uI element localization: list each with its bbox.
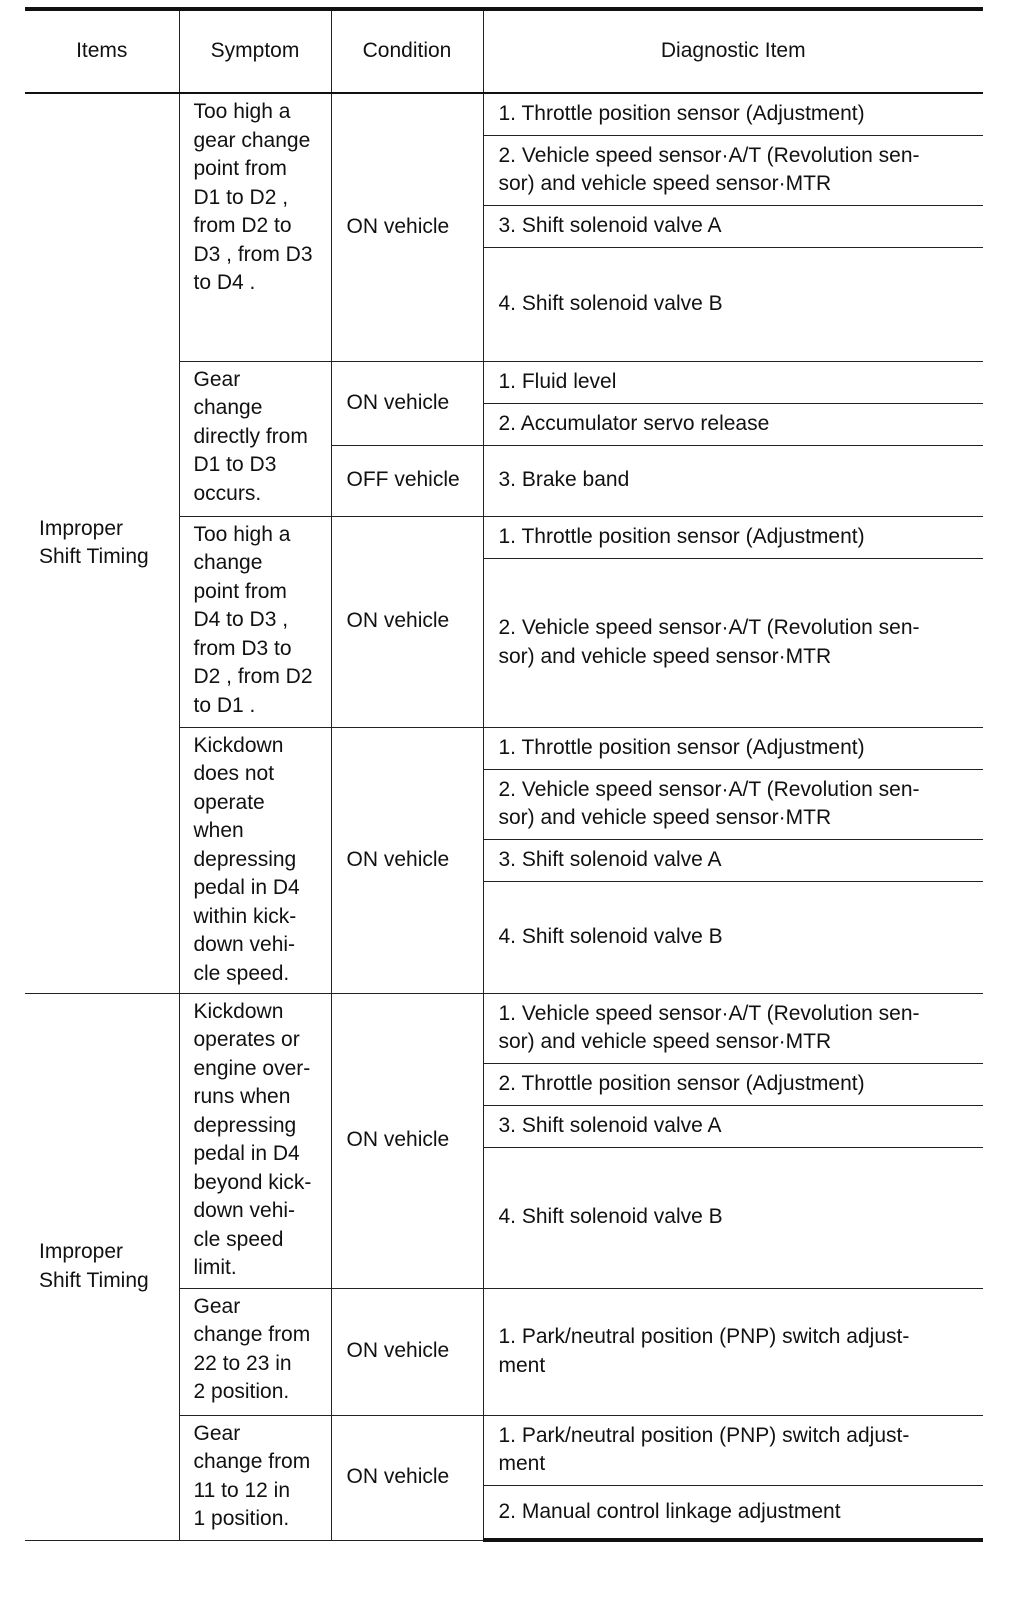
diagnostic-item-cell: 2. Vehicle speed sensor·A/T (Revolution sen- sor) and vehicle speed sensor·MTR: [483, 558, 983, 727]
header-items: Items: [25, 9, 179, 93]
diagnostic-item-cell: 3. Brake band: [483, 445, 983, 516]
diagnostic-item-cell: 1. Park/neutral position (PNP) switch adjust- ment: [483, 1415, 983, 1485]
diagnostic-item-cell: 4. Shift solenoid valve B: [483, 1147, 983, 1288]
symptom-cell: Kickdown operates or engine over- runs when depressing pedal in D4 beyond kick- down vehi- cle speed limit.: [179, 993, 331, 1288]
condition-cell: ON vehicle: [331, 516, 483, 727]
diagnostic-table: [25, 7, 983, 1542]
symptom-cell: Kickdown does not operate when depressing pedal in D4 within kick- down vehi- cle speed.: [179, 727, 331, 993]
table-row: [25, 993, 983, 1063]
condition-cell: OFF vehicle: [331, 445, 483, 516]
symptom-cell: Too high a gear change point from D1 to D2 , from D2 to D3 , from D3 to D4 .: [179, 93, 331, 361]
diagnostic-item-cell: 2. Vehicle speed sensor·A/T (Revolution sen- sor) and vehicle speed sensor·MTR: [483, 769, 983, 839]
diagnostic-item-cell: 3. Shift solenoid valve A: [483, 839, 983, 881]
condition-cell: ON vehicle: [331, 361, 483, 445]
symptom-cell: Gear change from 11 to 12 in 1 position.: [179, 1415, 331, 1540]
diagnostic-item-cell: 3. Shift solenoid valve A: [483, 205, 983, 247]
symptom-cell: Too high a change point from D4 to D3 , from D3 to D2 , from D2 to D1 .: [179, 516, 331, 727]
header-diagnostic-item: Diagnostic Item: [483, 9, 983, 93]
header-row: [25, 9, 983, 93]
symptom-cell: Gear change directly from D1 to D3 occurs.: [179, 361, 331, 516]
diagnostic-item-cell: 2. Accumulator servo release: [483, 403, 983, 445]
table-header: [25, 9, 983, 93]
condition-cell: ON vehicle: [331, 1415, 483, 1540]
header-symptom: Symptom: [179, 9, 331, 93]
condition-cell: ON vehicle: [331, 93, 483, 361]
diagnostic-item-cell: 3. Shift solenoid valve A: [483, 1105, 983, 1147]
item-cell: Improper Shift Timing: [25, 993, 179, 1540]
table-body: [25, 93, 983, 1540]
diagnostic-item-cell: 4. Shift solenoid valve B: [483, 247, 983, 361]
diagnostic-item-cell: 2. Vehicle speed sensor·A/T (Revolution sen- sor) and vehicle speed sensor·MTR: [483, 135, 983, 205]
diagnostic-item-cell: 1. Throttle position sensor (Adjustment): [483, 93, 983, 135]
diagnostic-item-cell: 1. Fluid level: [483, 361, 983, 403]
diagnostic-item-cell: 2. Manual control linkage adjustment: [483, 1485, 983, 1540]
header-condition: Condition: [331, 9, 483, 93]
diagnostic-item-cell: 1. Park/neutral position (PNP) switch adjust- ment: [483, 1288, 983, 1415]
diagnostic-item-cell: 1. Throttle position sensor (Adjustment): [483, 727, 983, 769]
condition-cell: ON vehicle: [331, 1288, 483, 1415]
diagnostic-item-cell: 2. Throttle position sensor (Adjustment): [483, 1063, 983, 1105]
table-row: [25, 93, 983, 135]
diagnostic-item-cell: 1. Vehicle speed sensor·A/T (Revolution sen- sor) and vehicle speed sensor·MTR: [483, 993, 983, 1063]
condition-cell: ON vehicle: [331, 727, 483, 993]
symptom-cell: Gear change from 22 to 23 in 2 position.: [179, 1288, 331, 1415]
diagnostic-item-cell: 1. Throttle position sensor (Adjustment): [483, 516, 983, 558]
condition-cell: ON vehicle: [331, 993, 483, 1288]
diagnostic-item-cell: 4. Shift solenoid valve B: [483, 881, 983, 993]
item-cell: Improper Shift Timing: [25, 93, 179, 993]
